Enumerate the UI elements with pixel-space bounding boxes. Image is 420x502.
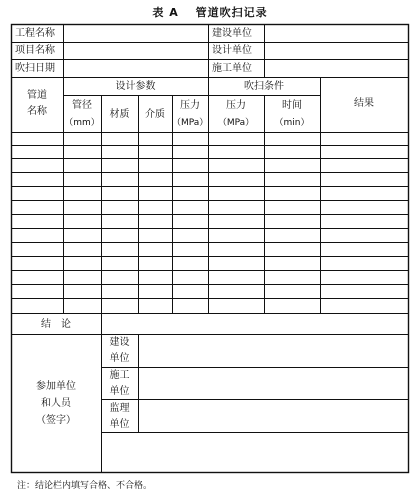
participants-label-line1: 参加单位	[36, 381, 76, 392]
table-title-text: 管道吹扫记录	[195, 6, 268, 19]
purge-conditions-header: 吹扫条件	[244, 81, 284, 92]
diameter-header: 管径	[72, 100, 92, 111]
participants-label-line3: （签字）	[36, 415, 76, 426]
design-unit-label: 设计单位	[212, 45, 252, 56]
purge-pressure-header: 压力	[226, 100, 246, 111]
design-pressure-unit: （MPa）	[172, 118, 209, 128]
time-header: 时间	[282, 100, 302, 111]
design-params-header: 设计参数	[115, 81, 156, 92]
diameter-unit: （mm）	[64, 118, 100, 128]
unit-construction-a: 建设	[109, 337, 130, 348]
pipe-header-line1: 管道	[27, 90, 47, 101]
material-header: 材质	[109, 109, 130, 120]
table-title-prefix: 表 A	[152, 6, 179, 19]
time-unit: （min）	[274, 118, 310, 128]
unit-supervision-b: 单位	[109, 419, 130, 430]
unit-supervision-a: 监理	[109, 403, 130, 414]
purge-pressure-unit: （MPa）	[217, 118, 255, 128]
footnote: 注：结论栏内填写合格、不合格。	[17, 481, 153, 491]
conclusion-label: 结 论	[41, 319, 71, 330]
participants-label-line2: 和人员	[41, 398, 71, 409]
medium-header: 介质	[145, 109, 165, 120]
unit-construction-b: 单位	[109, 353, 130, 364]
construction-unit-label: 建设单位	[212, 28, 252, 39]
project-name-label: 工程名称	[15, 28, 55, 39]
result-header: 结果	[354, 98, 374, 109]
item-name-label: 项目名称	[15, 45, 55, 56]
pipe-header-line2: 名称	[27, 106, 47, 117]
unit-builder-a: 施工	[109, 370, 130, 381]
builder-unit-label: 施工单位	[212, 63, 252, 74]
purge-date-label: 吹扫日期	[15, 63, 55, 74]
unit-builder-b: 单位	[109, 386, 130, 397]
design-pressure-header: 压力	[180, 100, 200, 111]
